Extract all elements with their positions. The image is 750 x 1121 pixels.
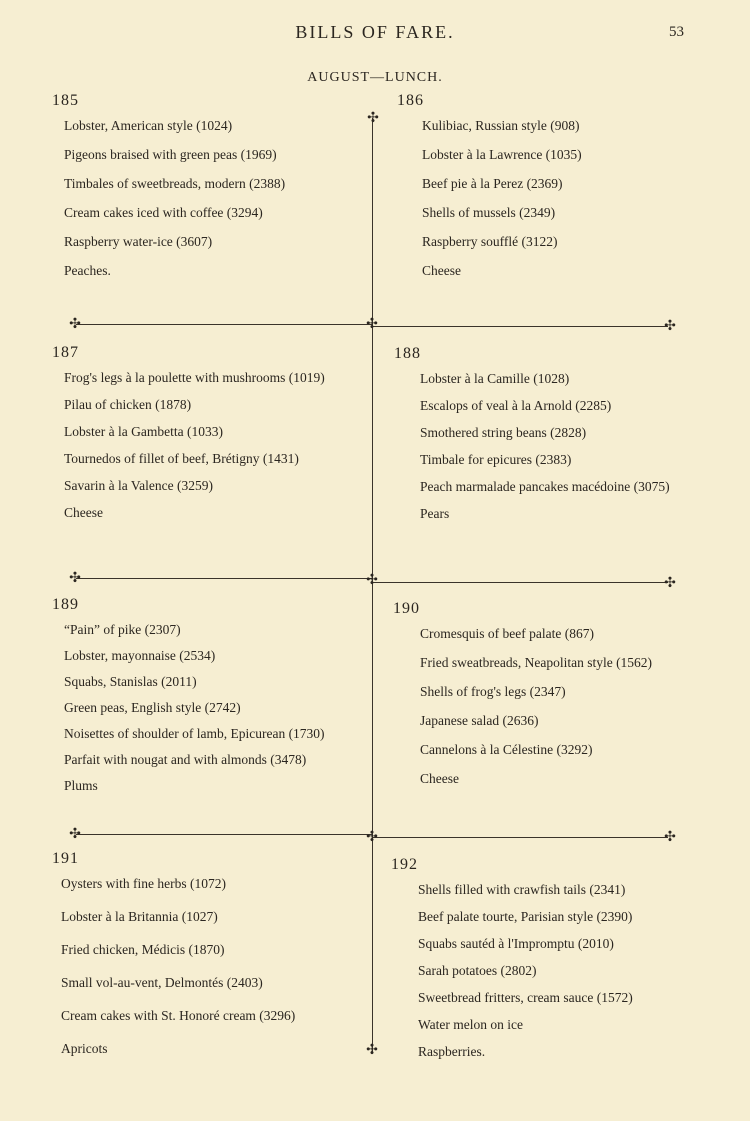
menu-item: Beef palate tourte, Parisian style (2390) (418, 909, 633, 924)
menu-item: Water melon on ice (418, 1017, 523, 1032)
menu-item: Pigeons braised with green peas (1969) (64, 147, 277, 162)
menu-item: Cream cakes iced with coffee (3294) (64, 205, 263, 220)
menu-item: Cannelons à la Célestine (3292) (420, 742, 593, 757)
menu-item: Japanese salad (2636) (420, 713, 539, 728)
menu-item: Squabs, Stanislas (2011) (64, 674, 197, 689)
page-number: 53 (669, 24, 684, 40)
menu-item: Savarin à la Valence (3259) (64, 478, 213, 493)
menu-item: Timbales of sweetbreads, modern (2388) (64, 176, 286, 191)
menu-items (391, 880, 711, 1061)
menu-item: Cromesquis of beef palate (867) (420, 626, 594, 641)
menu-item: Tournedos of fillet of beef, Brétigny (1431) (64, 451, 299, 466)
divider-left-3 (76, 834, 372, 835)
menu-item: Sweetbread fritters, cream sauce (1572) (418, 990, 633, 1005)
menu-item: Lobster à la Lawrence (1035) (422, 147, 582, 162)
menu-item: Raspberries. (418, 1044, 486, 1059)
menu-item: Pears (420, 506, 450, 521)
menu-item: Peach marmalade pancakes macédoine (3075) (420, 479, 670, 494)
ornament-icon: ✣ (366, 829, 378, 845)
menu-items (52, 368, 362, 522)
menu-item: Cheese (64, 505, 103, 520)
menu-item: Lobster à la Camille (1028) (420, 371, 570, 386)
ornament-icon: ✣ (664, 829, 676, 845)
ornament-icon: ✣ (366, 572, 378, 588)
menu-item: Lobster, mayonnaise (2534) (64, 648, 216, 663)
menu-items (394, 369, 704, 523)
divider-right-3 (372, 837, 668, 838)
menu-items (397, 116, 702, 280)
menu-item: Cheese (420, 771, 459, 786)
menu-item: Noisettes of shoulder of lamb, Epicurean (1730) (64, 726, 325, 741)
menu-192 (391, 856, 711, 1061)
divider-left-2 (76, 578, 372, 579)
menu-item: Parfait with nougat and with almonds (3478) (64, 752, 307, 767)
menu-item: Green peas, English style (2742) (64, 700, 241, 715)
menu-number: 187 (52, 344, 79, 361)
menu-items (52, 116, 357, 280)
menu-item: Frog's legs à la poulette with mushrooms (1019) (64, 370, 325, 385)
menu-187 (52, 344, 362, 522)
menu-item: Plums (64, 778, 98, 793)
menu-number: 192 (391, 856, 418, 873)
ornament-icon: ✣ (664, 318, 676, 334)
menu-number: 191 (52, 850, 79, 867)
menu-item: Lobster à la Gambetta (1033) (64, 424, 223, 439)
ornament-icon: ✣ (69, 570, 81, 586)
menu-item: Fried chicken, Médicis (1870) (61, 942, 225, 957)
menu-item: Raspberry soufflé (3122) (422, 234, 558, 249)
menu-item: Peaches. (64, 263, 111, 278)
menu-item: Beef pie à la Perez (2369) (422, 176, 563, 191)
menu-items (52, 620, 364, 795)
menu-item: Escalops of veal à la Arnold (2285) (420, 398, 612, 413)
menu-number: 188 (394, 345, 421, 362)
menu-number: 185 (52, 92, 79, 109)
menu-item: Fried sweatbreads, Neapolitan style (1562) (420, 655, 653, 670)
menu-item: Smothered string beans (2828) (420, 425, 587, 440)
ornament-icon: ✣ (366, 1042, 378, 1058)
divider-right-2 (372, 582, 668, 583)
divider-right-1 (372, 326, 668, 327)
ornament-icon: ✣ (664, 575, 676, 591)
menu-186 (397, 92, 702, 280)
menu-number: 189 (52, 596, 79, 613)
menu-item: Kulibiac, Russian style (908) (422, 118, 580, 133)
running-title: BILLS OF FARE. (295, 22, 455, 42)
menu-item: Apricots (61, 1041, 108, 1056)
menu-185 (52, 92, 357, 280)
ornament-icon: ✣ (366, 316, 378, 332)
menu-item: Shells filled with crawfish tails (2341) (418, 882, 626, 897)
menu-item: Pilau of chicken (1878) (64, 397, 192, 412)
menu-number: 186 (397, 92, 424, 109)
ornament-icon: ✣ (367, 110, 379, 126)
ornament-icon: ✣ (69, 316, 81, 332)
menu-item: Sarah potatoes (2802) (418, 963, 537, 978)
menu-item: Lobster à la Britannia (1027) (61, 909, 218, 924)
section-title: AUGUST—LUNCH. (307, 70, 443, 85)
menu-190 (393, 600, 713, 788)
page-header (0, 22, 750, 48)
menu-188 (394, 345, 704, 523)
menu-item: Shells of frog's legs (2347) (420, 684, 566, 699)
menu-item: Shells of mussels (2349) (422, 205, 556, 220)
menu-item: “Pain” of pike (2307) (64, 622, 181, 637)
menu-item: Timbale for epicures (2383) (420, 452, 572, 467)
menu-item: Cheese (422, 263, 461, 278)
menu-item: Small vol-au-vent, Delmontés (2403) (61, 975, 263, 990)
menu-items (393, 624, 713, 788)
menu-item: Cream cakes with St. Honoré cream (3296) (61, 1008, 296, 1023)
menu-191 (52, 850, 364, 1058)
menu-item: Lobster, American style (1024) (64, 118, 233, 133)
menu-item: Oysters with fine herbs (1072) (61, 876, 226, 891)
menu-items (52, 874, 364, 1058)
menu-item: Raspberry water-ice (3607) (64, 234, 213, 249)
divider-left-1 (76, 324, 372, 325)
ornament-icon: ✣ (69, 826, 81, 842)
menu-item: Squabs sautéd à l'Impromptu (2010) (418, 936, 614, 951)
menu-number: 190 (393, 600, 420, 617)
menu-189 (52, 596, 364, 795)
